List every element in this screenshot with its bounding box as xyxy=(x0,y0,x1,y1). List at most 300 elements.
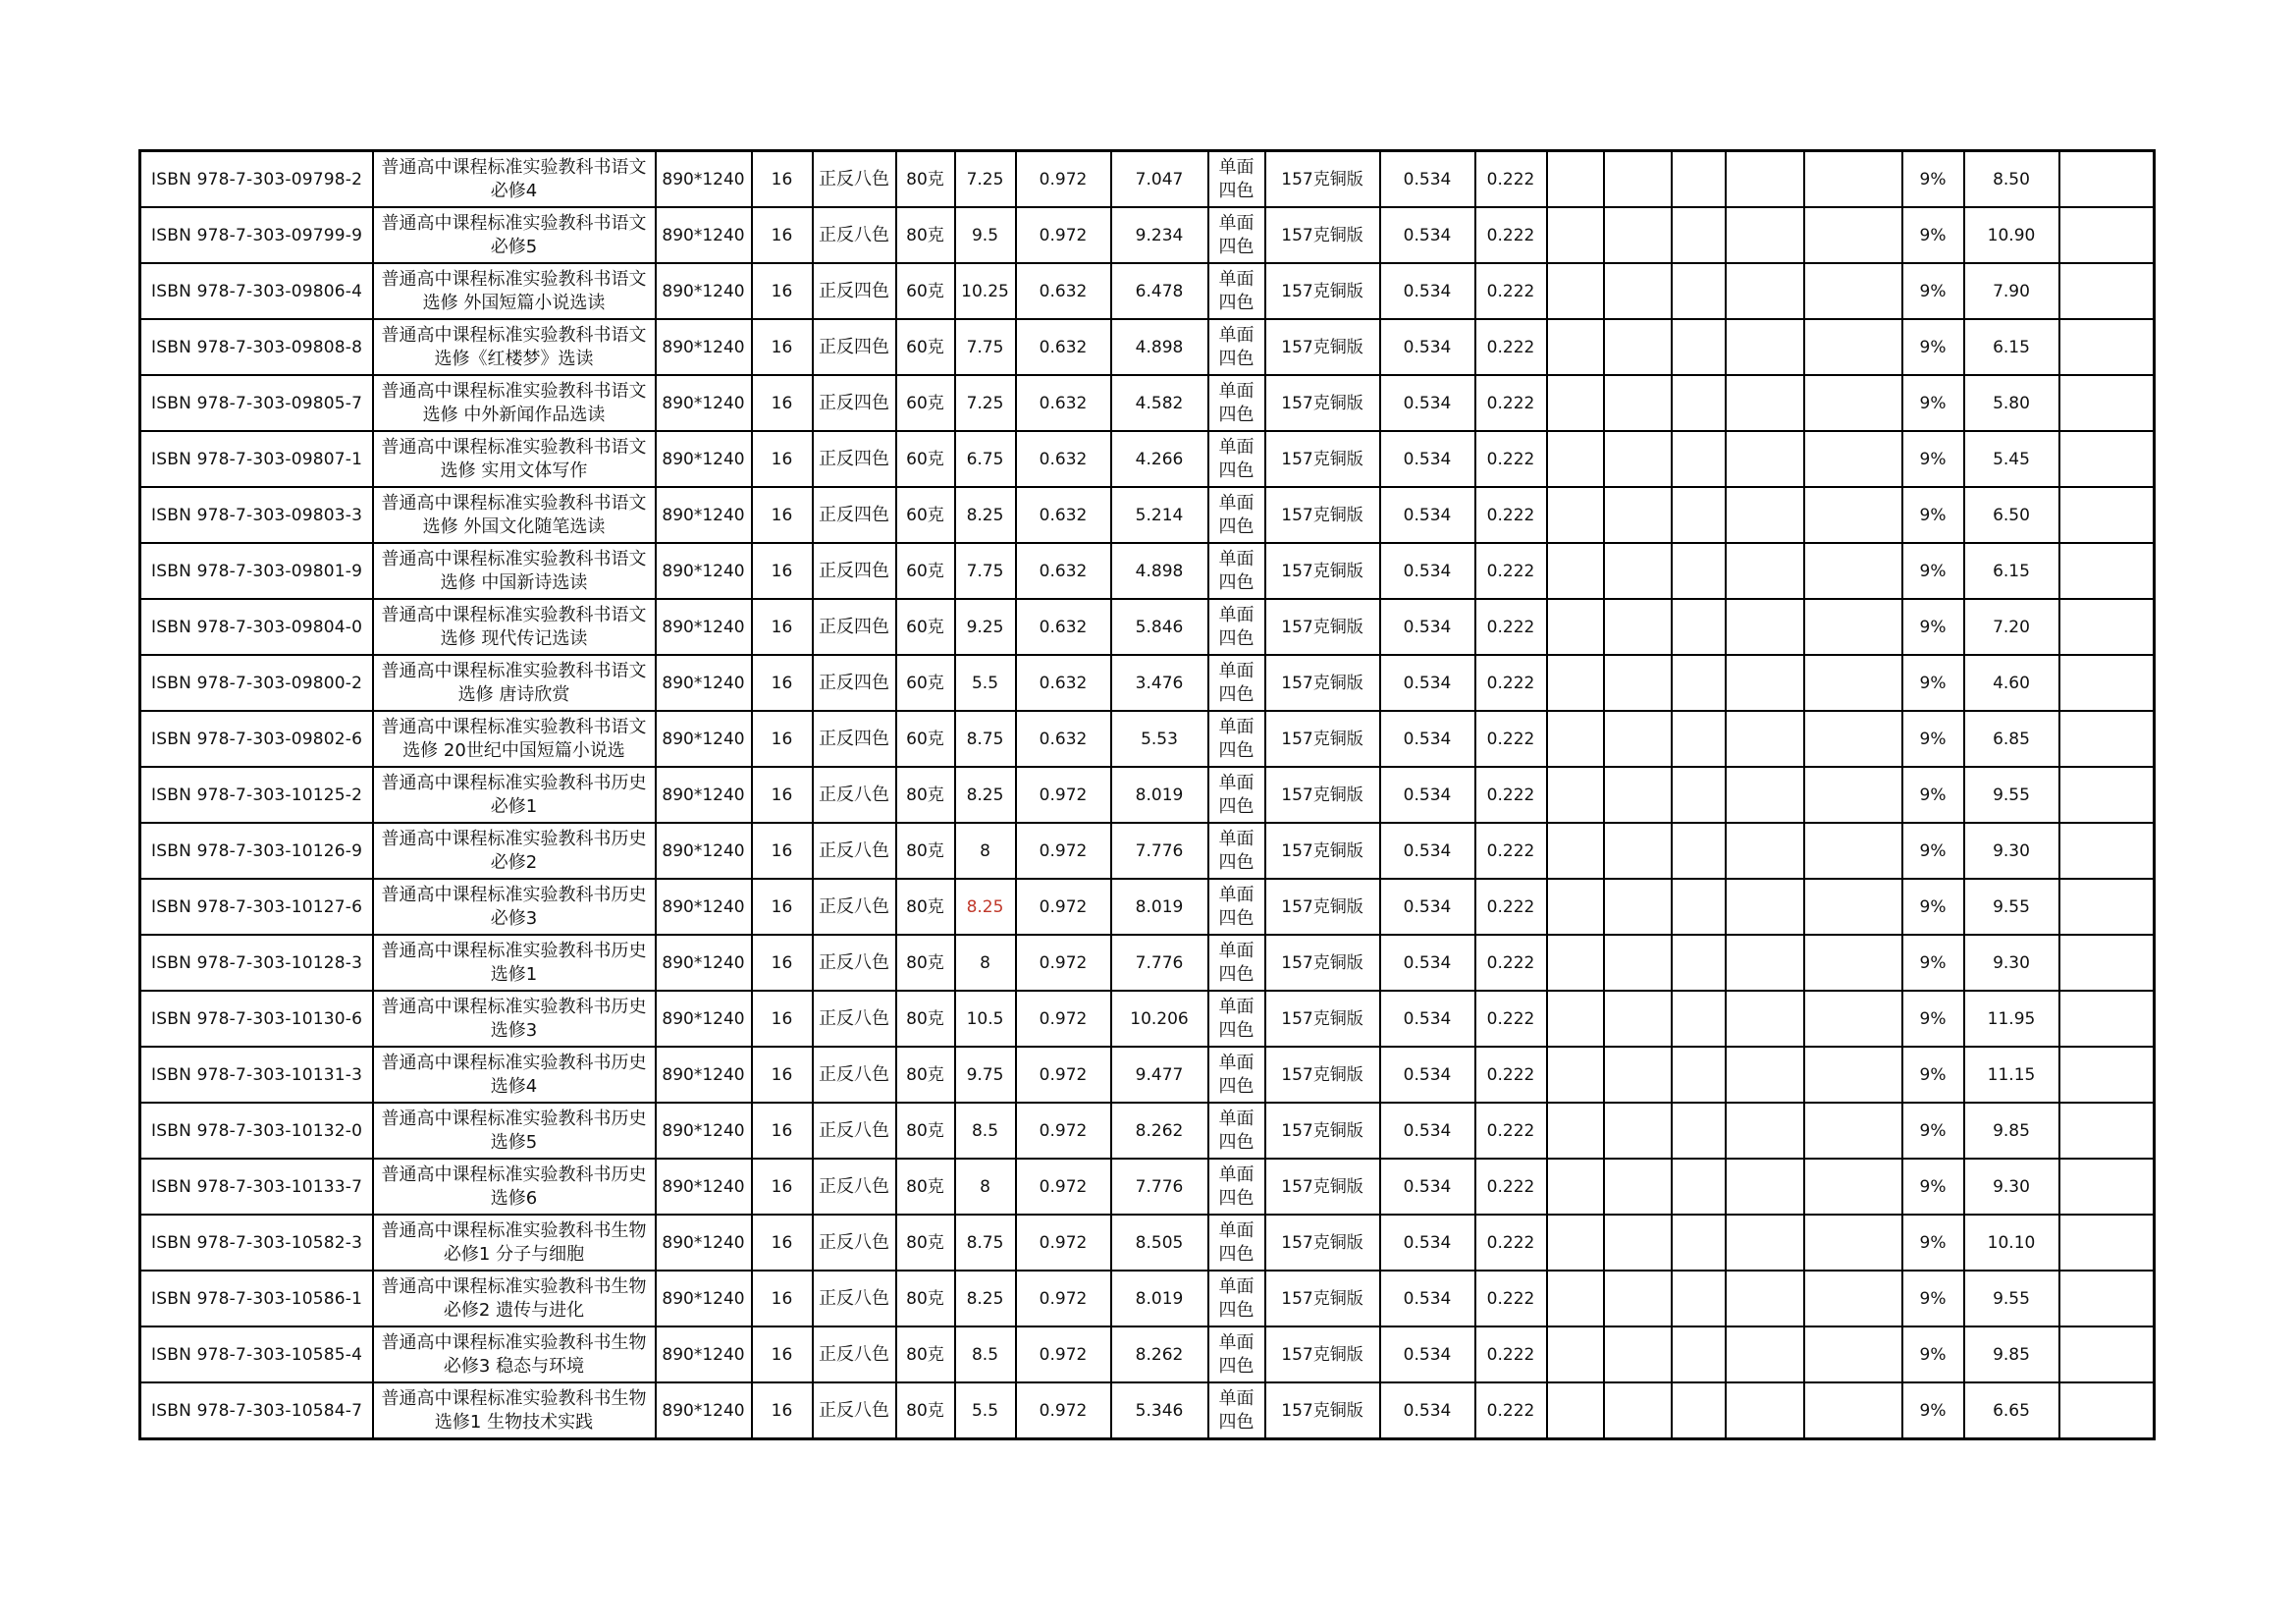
body-price-cell: 5.53 xyxy=(1111,711,1208,767)
empty-cell xyxy=(2059,375,2155,431)
empty-cell xyxy=(1726,375,1804,431)
paper-cell: 60克 xyxy=(896,599,955,655)
empty-cell xyxy=(1547,823,1604,879)
empty-cell xyxy=(2059,1103,2155,1159)
price-cell: 6.50 xyxy=(1964,487,2059,543)
rate-cell: 9% xyxy=(1902,151,1964,208)
coefficient-cell: 0.632 xyxy=(1016,319,1111,375)
cover-paper-cell: 157克铜版 xyxy=(1265,263,1380,319)
paper-cell: 80克 xyxy=(896,1215,955,1271)
cover-print-cell: 单面四色 xyxy=(1208,431,1265,487)
empty-cell xyxy=(1604,375,1672,431)
body-price-cell: 4.898 xyxy=(1111,543,1208,599)
kai-cell: 16 xyxy=(752,879,813,935)
kai-cell: 16 xyxy=(752,431,813,487)
rate-cell: 9% xyxy=(1902,655,1964,711)
empty-cell xyxy=(1726,1326,1804,1382)
isbn-cell: ISBN 978-7-303-09807-1 xyxy=(140,431,373,487)
empty-cell xyxy=(1604,1215,1672,1271)
sheets-cell: 8 xyxy=(955,823,1016,879)
format-cell: 890*1240 xyxy=(656,319,752,375)
empty-cell xyxy=(1672,431,1726,487)
print-color-cell: 正反八色 xyxy=(813,1271,896,1326)
print-color-cell: 正反八色 xyxy=(813,1326,896,1382)
paper-cell: 80克 xyxy=(896,1326,955,1382)
title-cell: 普通高中课程标准实验教科书语文选修 外国短篇小说选读 xyxy=(373,263,656,319)
empty-cell xyxy=(1726,711,1804,767)
cover-coef-cell: 0.534 xyxy=(1380,1047,1475,1103)
print-color-cell: 正反八色 xyxy=(813,151,896,208)
empty-cell xyxy=(1604,767,1672,823)
cover-print-cell: 单面四色 xyxy=(1208,1326,1265,1382)
print-color-cell: 正反四色 xyxy=(813,711,896,767)
cover-coef-cell: 0.534 xyxy=(1380,263,1475,319)
cover-price-cell: 0.222 xyxy=(1475,991,1547,1047)
format-cell: 890*1240 xyxy=(656,655,752,711)
title-cell: 普通高中课程标准实验教科书生物必修1 分子与细胞 xyxy=(373,1215,656,1271)
format-cell: 890*1240 xyxy=(656,375,752,431)
body-price-cell: 4.266 xyxy=(1111,431,1208,487)
cover-print-cell: 单面四色 xyxy=(1208,935,1265,991)
title-cell: 普通高中课程标准实验教科书语文选修 唐诗欣赏 xyxy=(373,655,656,711)
cover-print-cell: 单面四色 xyxy=(1208,375,1265,431)
paper-cell: 60克 xyxy=(896,319,955,375)
title-cell: 普通高中课程标准实验教科书语文选修 中外新闻作品选读 xyxy=(373,375,656,431)
format-cell: 890*1240 xyxy=(656,1047,752,1103)
empty-cell xyxy=(1804,823,1902,879)
print-color-cell: 正反四色 xyxy=(813,599,896,655)
body-price-cell: 5.346 xyxy=(1111,1382,1208,1439)
empty-cell xyxy=(2059,1047,2155,1103)
empty-cell xyxy=(1604,487,1672,543)
cover-print-cell: 单面四色 xyxy=(1208,599,1265,655)
format-cell: 890*1240 xyxy=(656,1326,752,1382)
print-color-cell: 正反八色 xyxy=(813,207,896,263)
empty-cell xyxy=(1726,319,1804,375)
cover-price-cell: 0.222 xyxy=(1475,375,1547,431)
empty-cell xyxy=(1726,487,1804,543)
price-cell: 10.90 xyxy=(1964,207,2059,263)
empty-cell xyxy=(2059,319,2155,375)
table-row xyxy=(140,991,2155,1047)
format-cell: 890*1240 xyxy=(656,151,752,208)
coefficient-cell: 0.972 xyxy=(1016,1271,1111,1326)
print-color-cell: 正反八色 xyxy=(813,1215,896,1271)
cover-paper-cell: 157克铜版 xyxy=(1265,487,1380,543)
body-price-cell: 5.846 xyxy=(1111,599,1208,655)
empty-cell xyxy=(2059,1271,2155,1326)
isbn-cell: ISBN 978-7-303-10127-6 xyxy=(140,879,373,935)
title-cell: 普通高中课程标准实验教科书语文选修 外国文化随笔选读 xyxy=(373,487,656,543)
sheets-cell: 9.5 xyxy=(955,207,1016,263)
coefficient-cell: 0.972 xyxy=(1016,1215,1111,1271)
body-price-cell: 7.047 xyxy=(1111,151,1208,208)
isbn-cell: ISBN 978-7-303-10585-4 xyxy=(140,1326,373,1382)
coefficient-cell: 0.972 xyxy=(1016,1159,1111,1215)
empty-cell xyxy=(1604,1159,1672,1215)
cover-coef-cell: 0.534 xyxy=(1380,1215,1475,1271)
cover-price-cell: 0.222 xyxy=(1475,1215,1547,1271)
cover-coef-cell: 0.534 xyxy=(1380,543,1475,599)
coefficient-cell: 0.632 xyxy=(1016,431,1111,487)
cover-paper-cell: 157克铜版 xyxy=(1265,879,1380,935)
format-cell: 890*1240 xyxy=(656,543,752,599)
cover-print-cell: 单面四色 xyxy=(1208,655,1265,711)
empty-cell xyxy=(1804,1326,1902,1382)
empty-cell xyxy=(1804,599,1902,655)
isbn-cell: ISBN 978-7-303-10126-9 xyxy=(140,823,373,879)
sheets-cell: 8.25 xyxy=(955,879,1016,935)
table-row xyxy=(140,151,2155,208)
empty-cell xyxy=(1604,319,1672,375)
cover-paper-cell: 157克铜版 xyxy=(1265,823,1380,879)
empty-cell xyxy=(1604,935,1672,991)
cover-paper-cell: 157克铜版 xyxy=(1265,207,1380,263)
rate-cell: 9% xyxy=(1902,375,1964,431)
empty-cell xyxy=(2059,711,2155,767)
body-price-cell: 8.019 xyxy=(1111,1271,1208,1326)
rate-cell: 9% xyxy=(1902,1271,1964,1326)
cover-coef-cell: 0.534 xyxy=(1380,935,1475,991)
title-cell: 普通高中课程标准实验教科书语文选修 现代传记选读 xyxy=(373,599,656,655)
cover-coef-cell: 0.534 xyxy=(1380,207,1475,263)
empty-cell xyxy=(1547,879,1604,935)
empty-cell xyxy=(2059,151,2155,208)
rate-cell: 9% xyxy=(1902,263,1964,319)
title-cell: 普通高中课程标准实验教科书生物选修1 生物技术实践 xyxy=(373,1382,656,1439)
empty-cell xyxy=(1804,207,1902,263)
sheets-cell: 9.75 xyxy=(955,1047,1016,1103)
empty-cell xyxy=(1804,935,1902,991)
cover-print-cell: 单面四色 xyxy=(1208,823,1265,879)
empty-cell xyxy=(1547,151,1604,208)
isbn-cell: ISBN 978-7-303-09806-4 xyxy=(140,263,373,319)
price-cell: 9.85 xyxy=(1964,1326,2059,1382)
empty-cell xyxy=(2059,487,2155,543)
format-cell: 890*1240 xyxy=(656,991,752,1047)
cover-price-cell: 0.222 xyxy=(1475,655,1547,711)
sheets-cell: 8 xyxy=(955,935,1016,991)
empty-cell xyxy=(2059,263,2155,319)
rate-cell: 9% xyxy=(1902,1382,1964,1439)
sheets-cell: 6.75 xyxy=(955,431,1016,487)
rate-cell: 9% xyxy=(1902,1047,1964,1103)
table-row xyxy=(140,823,2155,879)
empty-cell xyxy=(1804,1215,1902,1271)
empty-cell xyxy=(1604,431,1672,487)
sheets-cell: 8.25 xyxy=(955,487,1016,543)
cover-print-cell: 单面四色 xyxy=(1208,263,1265,319)
print-color-cell: 正反四色 xyxy=(813,543,896,599)
format-cell: 890*1240 xyxy=(656,1159,752,1215)
empty-cell xyxy=(2059,1382,2155,1439)
sheets-cell: 9.25 xyxy=(955,599,1016,655)
cover-coef-cell: 0.534 xyxy=(1380,767,1475,823)
empty-cell xyxy=(1672,767,1726,823)
kai-cell: 16 xyxy=(752,1382,813,1439)
sheets-cell: 8.5 xyxy=(955,1326,1016,1382)
empty-cell xyxy=(1604,599,1672,655)
empty-cell xyxy=(2059,1215,2155,1271)
print-color-cell: 正反四色 xyxy=(813,319,896,375)
empty-cell xyxy=(2059,207,2155,263)
print-color-cell: 正反八色 xyxy=(813,935,896,991)
sheets-cell: 10.5 xyxy=(955,991,1016,1047)
empty-cell xyxy=(1547,711,1604,767)
coefficient-cell: 0.632 xyxy=(1016,599,1111,655)
title-cell: 普通高中课程标准实验教科书语文必修4 xyxy=(373,151,656,208)
price-cell: 9.55 xyxy=(1964,879,2059,935)
empty-cell xyxy=(1726,655,1804,711)
kai-cell: 16 xyxy=(752,543,813,599)
sheets-cell: 7.75 xyxy=(955,543,1016,599)
print-color-cell: 正反八色 xyxy=(813,823,896,879)
cover-coef-cell: 0.534 xyxy=(1380,431,1475,487)
empty-cell xyxy=(1726,991,1804,1047)
table-row xyxy=(140,1159,2155,1215)
paper-cell: 80克 xyxy=(896,767,955,823)
empty-cell xyxy=(1547,655,1604,711)
coefficient-cell: 0.632 xyxy=(1016,655,1111,711)
paper-cell: 80克 xyxy=(896,879,955,935)
cover-paper-cell: 157克铜版 xyxy=(1265,767,1380,823)
paper-cell: 80克 xyxy=(896,823,955,879)
empty-cell xyxy=(1547,375,1604,431)
paper-cell: 60克 xyxy=(896,375,955,431)
body-price-cell: 5.214 xyxy=(1111,487,1208,543)
cover-print-cell: 单面四色 xyxy=(1208,879,1265,935)
paper-cell: 80克 xyxy=(896,935,955,991)
cover-price-cell: 0.222 xyxy=(1475,1103,1547,1159)
empty-cell xyxy=(1804,655,1902,711)
cover-print-cell: 单面四色 xyxy=(1208,487,1265,543)
rate-cell: 9% xyxy=(1902,991,1964,1047)
kai-cell: 16 xyxy=(752,767,813,823)
price-cell: 7.90 xyxy=(1964,263,2059,319)
empty-cell xyxy=(1672,1271,1726,1326)
coefficient-cell: 0.972 xyxy=(1016,1382,1111,1439)
cover-price-cell: 0.222 xyxy=(1475,1047,1547,1103)
body-price-cell: 9.234 xyxy=(1111,207,1208,263)
coefficient-cell: 0.632 xyxy=(1016,487,1111,543)
empty-cell xyxy=(1547,935,1604,991)
empty-cell xyxy=(1672,375,1726,431)
price-cell: 10.10 xyxy=(1964,1215,2059,1271)
empty-cell xyxy=(1672,935,1726,991)
body-price-cell: 3.476 xyxy=(1111,655,1208,711)
isbn-cell: ISBN 978-7-303-10132-0 xyxy=(140,1103,373,1159)
paper-cell: 80克 xyxy=(896,1271,955,1326)
empty-cell xyxy=(1547,1159,1604,1215)
isbn-cell: ISBN 978-7-303-09802-6 xyxy=(140,711,373,767)
empty-cell xyxy=(1804,319,1902,375)
empty-cell xyxy=(1726,599,1804,655)
empty-cell xyxy=(1672,207,1726,263)
coefficient-cell: 0.972 xyxy=(1016,207,1111,263)
paper-cell: 60克 xyxy=(896,263,955,319)
coefficient-cell: 0.632 xyxy=(1016,375,1111,431)
cover-price-cell: 0.222 xyxy=(1475,263,1547,319)
coefficient-cell: 0.632 xyxy=(1016,543,1111,599)
cover-print-cell: 单面四色 xyxy=(1208,991,1265,1047)
table-row xyxy=(140,767,2155,823)
sheets-cell: 7.75 xyxy=(955,319,1016,375)
table-row xyxy=(140,599,2155,655)
coefficient-cell: 0.972 xyxy=(1016,1326,1111,1382)
empty-cell xyxy=(1604,263,1672,319)
format-cell: 890*1240 xyxy=(656,879,752,935)
paper-cell: 80克 xyxy=(896,1382,955,1439)
empty-cell xyxy=(1604,151,1672,208)
title-cell: 普通高中课程标准实验教科书历史选修5 xyxy=(373,1103,656,1159)
kai-cell: 16 xyxy=(752,991,813,1047)
price-cell: 6.85 xyxy=(1964,711,2059,767)
kai-cell: 16 xyxy=(752,1215,813,1271)
cover-print-cell: 单面四色 xyxy=(1208,1271,1265,1326)
price-cell: 9.85 xyxy=(1964,1103,2059,1159)
format-cell: 890*1240 xyxy=(656,767,752,823)
title-cell: 普通高中课程标准实验教科书历史必修1 xyxy=(373,767,656,823)
body-price-cell: 7.776 xyxy=(1111,1159,1208,1215)
empty-cell xyxy=(1726,263,1804,319)
cover-coef-cell: 0.534 xyxy=(1380,991,1475,1047)
title-cell: 普通高中课程标准实验教科书语文选修《红楼梦》选读 xyxy=(373,319,656,375)
cover-paper-cell: 157克铜版 xyxy=(1265,711,1380,767)
price-cell: 9.30 xyxy=(1964,935,2059,991)
table-row xyxy=(140,1103,2155,1159)
sheets-cell: 5.5 xyxy=(955,655,1016,711)
isbn-cell: ISBN 978-7-303-10131-3 xyxy=(140,1047,373,1103)
rate-cell: 9% xyxy=(1902,823,1964,879)
empty-cell xyxy=(1726,431,1804,487)
body-price-cell: 8.019 xyxy=(1111,879,1208,935)
sheets-cell: 8.75 xyxy=(955,711,1016,767)
empty-cell xyxy=(1804,151,1902,208)
cover-coef-cell: 0.534 xyxy=(1380,151,1475,208)
empty-cell xyxy=(1672,1047,1726,1103)
cover-paper-cell: 157克铜版 xyxy=(1265,655,1380,711)
price-cell: 9.55 xyxy=(1964,767,2059,823)
empty-cell xyxy=(1672,655,1726,711)
kai-cell: 16 xyxy=(752,1271,813,1326)
coefficient-cell: 0.972 xyxy=(1016,1103,1111,1159)
empty-cell xyxy=(1672,263,1726,319)
format-cell: 890*1240 xyxy=(656,431,752,487)
paper-cell: 80克 xyxy=(896,1103,955,1159)
empty-cell xyxy=(1604,711,1672,767)
cover-price-cell: 0.222 xyxy=(1475,1159,1547,1215)
empty-cell xyxy=(1547,1382,1604,1439)
empty-cell xyxy=(1672,599,1726,655)
title-cell: 普通高中课程标准实验教科书语文选修 中国新诗选读 xyxy=(373,543,656,599)
rate-cell: 9% xyxy=(1902,487,1964,543)
paper-cell: 80克 xyxy=(896,991,955,1047)
empty-cell xyxy=(1672,1159,1726,1215)
cover-paper-cell: 157克铜版 xyxy=(1265,431,1380,487)
isbn-cell: ISBN 978-7-303-10125-2 xyxy=(140,767,373,823)
empty-cell xyxy=(1604,1326,1672,1382)
price-cell: 6.15 xyxy=(1964,319,2059,375)
rate-cell: 9% xyxy=(1902,1159,1964,1215)
cover-coef-cell: 0.534 xyxy=(1380,655,1475,711)
paper-cell: 60克 xyxy=(896,711,955,767)
empty-cell xyxy=(2059,767,2155,823)
cover-price-cell: 0.222 xyxy=(1475,1271,1547,1326)
kai-cell: 16 xyxy=(752,319,813,375)
empty-cell xyxy=(1726,1215,1804,1271)
empty-cell xyxy=(2059,991,2155,1047)
empty-cell xyxy=(2059,823,2155,879)
isbn-cell: ISBN 978-7-303-10130-6 xyxy=(140,991,373,1047)
cover-coef-cell: 0.534 xyxy=(1380,1103,1475,1159)
format-cell: 890*1240 xyxy=(656,207,752,263)
format-cell: 890*1240 xyxy=(656,599,752,655)
empty-cell xyxy=(1547,1047,1604,1103)
kai-cell: 16 xyxy=(752,599,813,655)
print-color-cell: 正反八色 xyxy=(813,991,896,1047)
print-color-cell: 正反四色 xyxy=(813,655,896,711)
price-cell: 11.15 xyxy=(1964,1047,2059,1103)
rate-cell: 9% xyxy=(1902,599,1964,655)
empty-cell xyxy=(1547,1215,1604,1271)
coefficient-cell: 0.632 xyxy=(1016,263,1111,319)
empty-cell xyxy=(1672,151,1726,208)
empty-cell xyxy=(1804,1271,1902,1326)
cover-paper-cell: 157克铜版 xyxy=(1265,1326,1380,1382)
paper-cell: 60克 xyxy=(896,655,955,711)
price-cell: 4.60 xyxy=(1964,655,2059,711)
cover-coef-cell: 0.534 xyxy=(1380,599,1475,655)
paper-cell: 80克 xyxy=(896,207,955,263)
body-price-cell: 8.262 xyxy=(1111,1326,1208,1382)
sheets-cell: 8.5 xyxy=(955,1103,1016,1159)
format-cell: 890*1240 xyxy=(656,935,752,991)
isbn-cell: ISBN 978-7-303-10584-7 xyxy=(140,1382,373,1439)
kai-cell: 16 xyxy=(752,375,813,431)
table-row xyxy=(140,1271,2155,1326)
rate-cell: 9% xyxy=(1902,1215,1964,1271)
table-row xyxy=(140,1047,2155,1103)
rate-cell: 9% xyxy=(1902,319,1964,375)
print-color-cell: 正反八色 xyxy=(813,1103,896,1159)
cover-paper-cell: 157克铜版 xyxy=(1265,543,1380,599)
cover-price-cell: 0.222 xyxy=(1475,935,1547,991)
cover-print-cell: 单面四色 xyxy=(1208,1047,1265,1103)
title-cell: 普通高中课程标准实验教科书历史选修4 xyxy=(373,1047,656,1103)
empty-cell xyxy=(1547,431,1604,487)
price-cell: 5.45 xyxy=(1964,431,2059,487)
cover-paper-cell: 157克铜版 xyxy=(1265,1047,1380,1103)
body-price-cell: 9.477 xyxy=(1111,1047,1208,1103)
kai-cell: 16 xyxy=(752,823,813,879)
format-cell: 890*1240 xyxy=(656,487,752,543)
empty-cell xyxy=(1804,991,1902,1047)
body-price-cell: 8.262 xyxy=(1111,1103,1208,1159)
empty-cell xyxy=(1672,991,1726,1047)
cover-paper-cell: 157克铜版 xyxy=(1265,1382,1380,1439)
empty-cell xyxy=(2059,655,2155,711)
cover-paper-cell: 157克铜版 xyxy=(1265,1159,1380,1215)
empty-cell xyxy=(1672,1382,1726,1439)
empty-cell xyxy=(2059,935,2155,991)
price-cell: 6.15 xyxy=(1964,543,2059,599)
kai-cell: 16 xyxy=(752,935,813,991)
isbn-cell: ISBN 978-7-303-10128-3 xyxy=(140,935,373,991)
cover-price-cell: 0.222 xyxy=(1475,823,1547,879)
sheets-cell: 8.25 xyxy=(955,767,1016,823)
isbn-cell: ISBN 978-7-303-09801-9 xyxy=(140,543,373,599)
empty-cell xyxy=(1672,823,1726,879)
